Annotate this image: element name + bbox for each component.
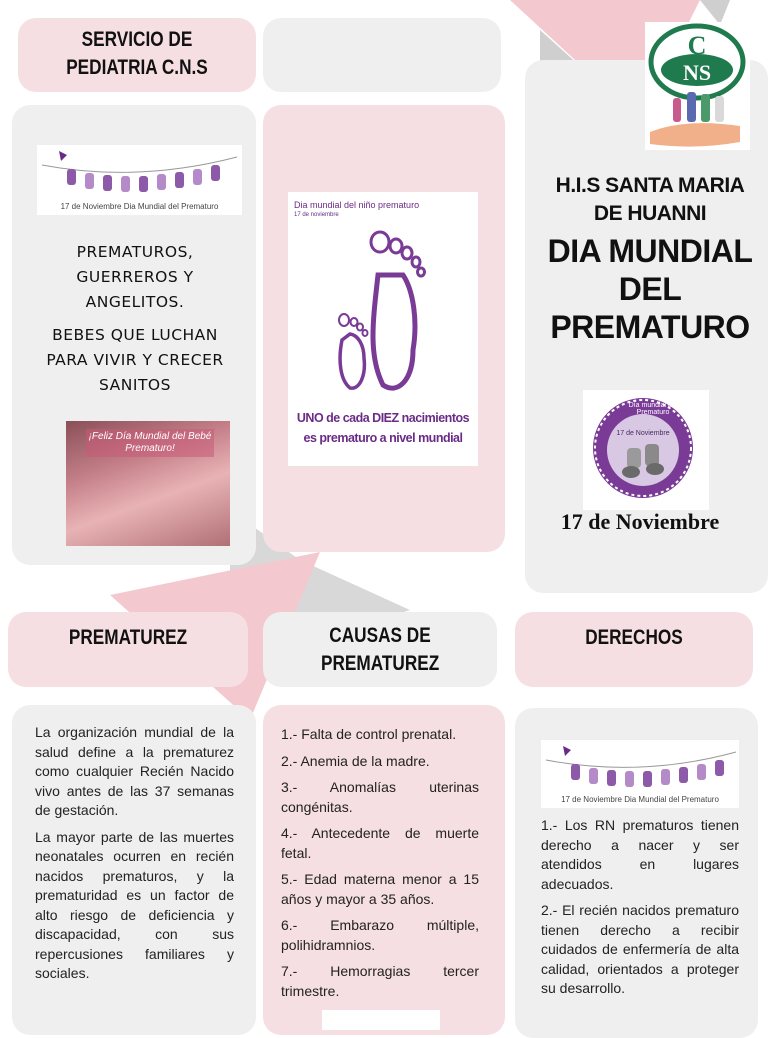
clothesline-caption: 17 de Noviembre Dia Mundial del Prematuro bbox=[60, 202, 219, 211]
causa-item: 7.- Hemorragias tercer trimestre. bbox=[281, 963, 479, 999]
hospital-name: H.I.S SANTA MARIA DE HUANNI bbox=[555, 174, 745, 225]
badge-label: Día mundial del Prematuro bbox=[628, 402, 678, 416]
derechos-heading: DERECHOS bbox=[585, 626, 683, 649]
footprint-card-subtitle: 17 de noviembre bbox=[294, 212, 339, 218]
prematurez-paragraph-1: La organización mundial de la salud define a la prematurez como cualquier Recién Nacido vivo antes de las 37 semanas de gestación. bbox=[35, 724, 234, 818]
derecho-item-2: 2.- El recién nacidos prematuro tienen derecho a recibir cuidados de enfermería de alta calidad, orientados a proteger su desarrollo. bbox=[541, 902, 739, 996]
prematurez-paragraph-2: La mayor parte de las muertes neonatales ocurren en recién nacidos prematuros, y la prematuridad es un factor de alto riesgo de deficiencia y discapacidad, con sus repercusiones familiares y sociales. bbox=[35, 828, 234, 981]
intro-line-1: PREMATUROS, GUERREROS Y ANGELITOS. bbox=[76, 243, 194, 311]
intro-text bbox=[30, 240, 240, 398]
prematurez-heading: PREMATUREZ bbox=[68, 626, 188, 649]
derechos-text bbox=[541, 816, 739, 1006]
baby-hand-photo bbox=[66, 421, 230, 546]
service-title: SERVICIO DE PEDIATRIA C.N.S bbox=[66, 28, 208, 79]
prematurez-header bbox=[8, 612, 248, 687]
cns-logo bbox=[645, 22, 750, 150]
photo-caption: ¡Feliz Día Mundial del Bebé Prematuro! bbox=[86, 429, 214, 457]
causa-item: 6.- Embarazo múltiple, polihidramnios. bbox=[281, 917, 479, 953]
cns-logo-icon bbox=[645, 22, 750, 150]
baby-socks-clothesline-image-2 bbox=[541, 740, 739, 808]
causas-image-fragment bbox=[322, 1010, 440, 1030]
causa-item: 3.- Anomalías uterinas congénitas. bbox=[281, 779, 479, 815]
cover-title: DIA MUNDIAL DEL PREMATURO bbox=[547, 233, 753, 345]
derechos-header bbox=[515, 612, 753, 687]
footprint-card bbox=[288, 192, 478, 466]
header-blank-panel bbox=[263, 18, 501, 92]
clothesline-icon bbox=[541, 740, 739, 794]
causa-item: 4.- Antecedente de muerte fetal. bbox=[281, 825, 479, 861]
prematurez-text bbox=[35, 723, 234, 991]
statistic-message: UNO de cada DIEZ nacimientos es prematuro a nivel mundial bbox=[296, 411, 470, 445]
causas-header bbox=[263, 612, 497, 687]
footprints-icon bbox=[328, 230, 438, 400]
clothesline-caption: 17 de Noviembre Dia Mundial del Prematuro bbox=[561, 795, 719, 804]
header-panel bbox=[18, 18, 256, 92]
footprint-card-title: Dia mundial del niño prematuro bbox=[294, 200, 420, 210]
intro-line-2: BEBES QUE LUCHAN PARA VIVIR Y CRECER SANITOS bbox=[46, 326, 224, 394]
derecho-item-1: 1.- Los RN prematuros tienen derecho a nacer y ser atendidos en lugares adecuados. bbox=[541, 817, 739, 892]
causa-item: 5.- Edad materna menor a 15 años y mayor a 35 años. bbox=[281, 871, 479, 907]
causas-heading: CAUSAS DE PREMATUREZ bbox=[320, 624, 440, 675]
svg-text:NS: NS bbox=[682, 60, 712, 85]
clothesline-icon bbox=[37, 145, 242, 201]
prematuro-badge bbox=[583, 390, 709, 510]
causa-item: 1.- Falta de control prenatal. bbox=[281, 726, 457, 742]
badge-date: 17 de Noviembre bbox=[616, 430, 670, 437]
svg-text:C: C bbox=[687, 31, 707, 60]
event-date: 17 de Noviembre bbox=[560, 509, 720, 534]
causa-item: 2.- Anemia de la madre. bbox=[281, 752, 430, 769]
baby-socks-clothesline-image bbox=[37, 145, 242, 215]
causas-list bbox=[281, 725, 479, 1008]
